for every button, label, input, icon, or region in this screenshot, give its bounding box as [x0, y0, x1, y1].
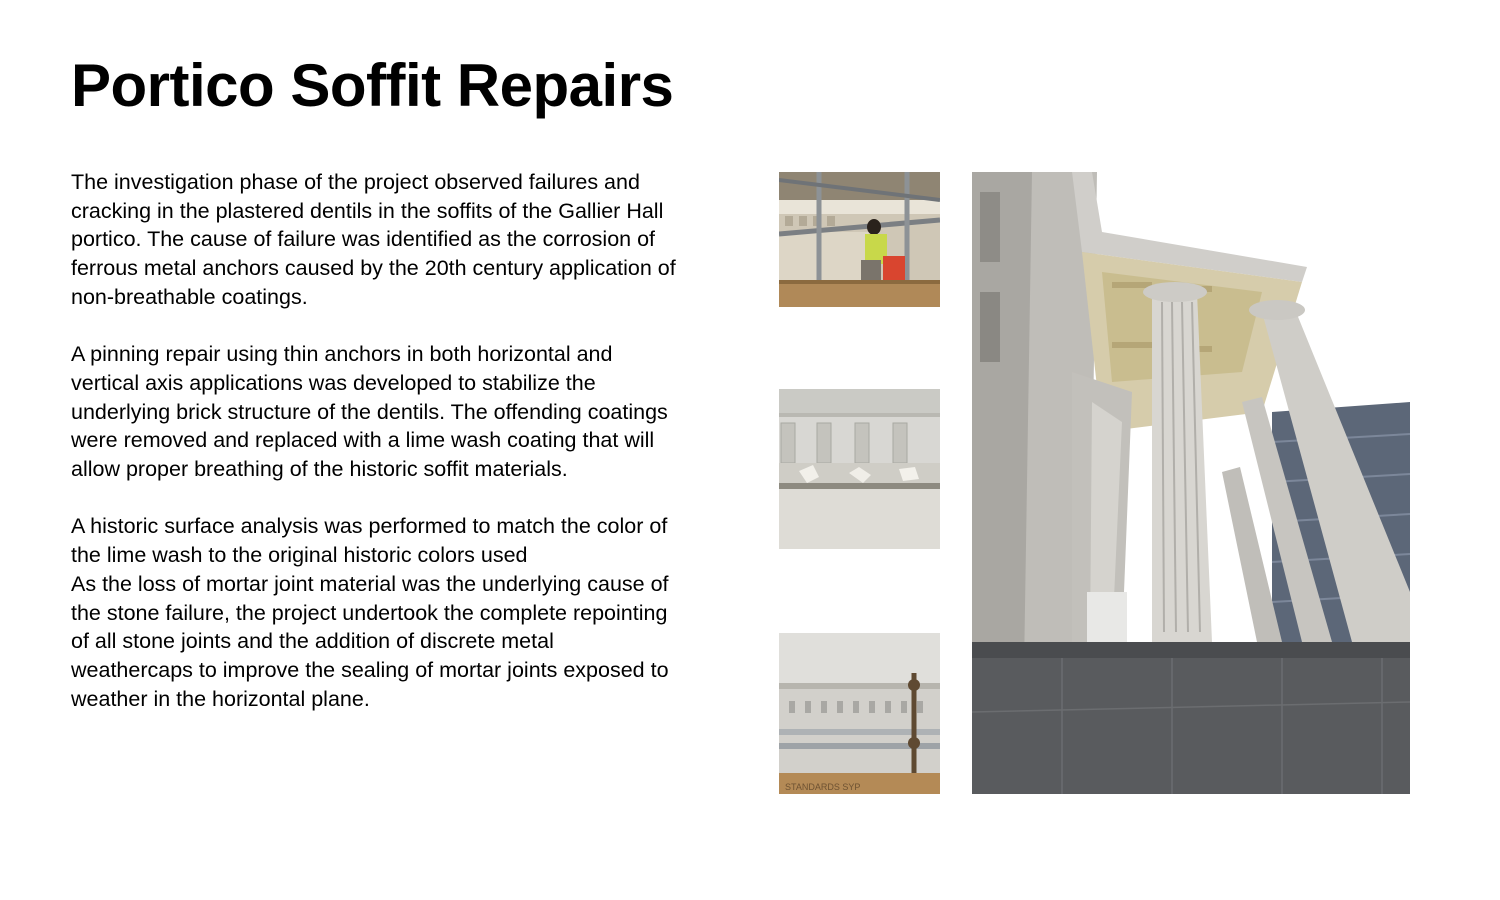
paragraph-pinning-repair: A pinning repair using thin anchors in both horizontal and vertical axis applications was developed to stabilize the underlying brick structure of the dentils. The offending coatings were removed and replaced with a lime wash coating that will allow proper breathing of the historic soffit materials. [71, 342, 668, 482]
paragraph-surface-analysis: A historic surface analysis was performed to match the color of the lime wash to the original historic colors used [71, 514, 668, 568]
photo-worker-scaffolding [779, 172, 940, 307]
photo-cracked-dentils [779, 389, 940, 549]
photo-repaired-soffit [779, 633, 940, 794]
page-title: Portico Soffit Repairs [71, 52, 674, 119]
paragraph-spacer [71, 484, 681, 513]
photo-portico-columns [972, 172, 1410, 794]
paragraph-spacer [71, 312, 681, 341]
lumber-stamp-text: STANDARDS SYP [785, 782, 861, 792]
paragraph-investigation: The investigation phase of the project observed failures and cracking in the plastered dentils in the soffits of the Gallier Hall portico. The cause of failure was identified as the corrosion of ferrous metal anchors caused by the 20th century application of non-breathable coatings. [71, 170, 676, 309]
body-text [71, 168, 681, 713]
paragraph-repointing: As the loss of mortar joint material was the underlying cause of the stone failure, the project undertook the complete repointing of all stone joints and the addition of discrete metal weathercaps to improve the sealing of mortar joints exposed to weather in the horizontal plane. [71, 571, 669, 711]
